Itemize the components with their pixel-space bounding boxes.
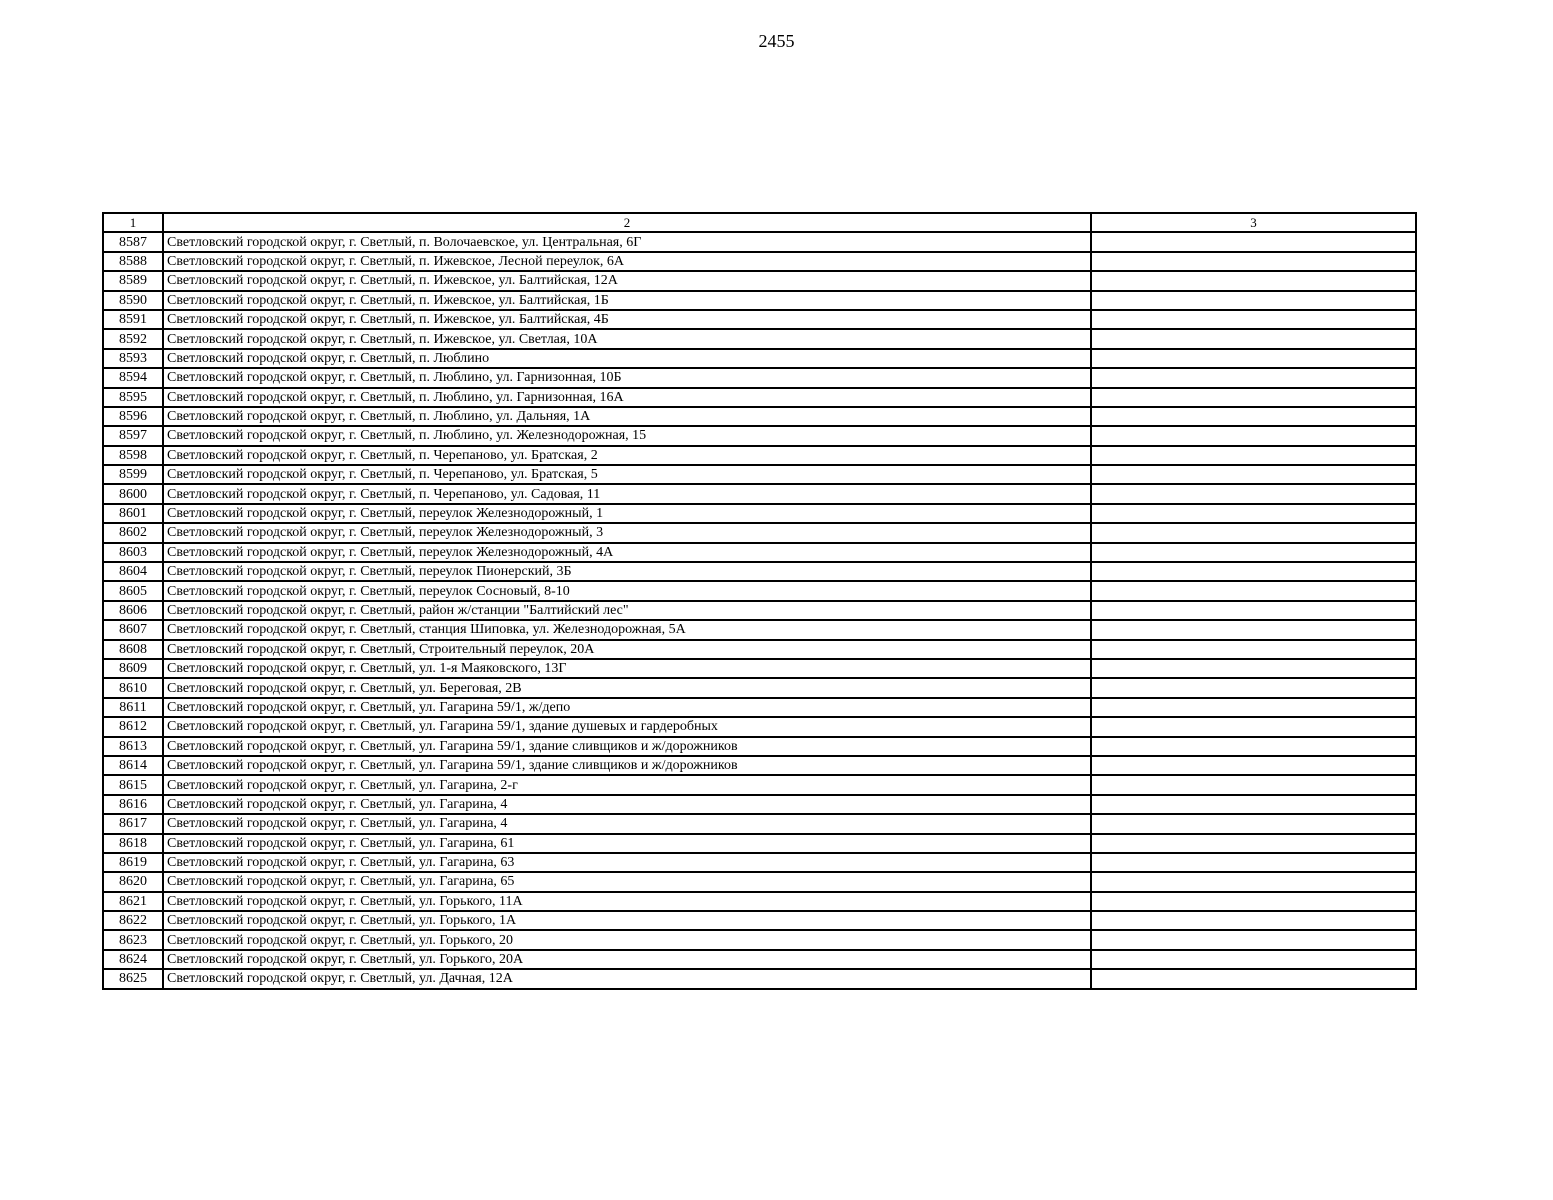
row-column-3	[1091, 232, 1416, 251]
row-number: 8591	[103, 310, 163, 329]
table-row	[103, 853, 1416, 872]
row-number: 8615	[103, 775, 163, 794]
row-address: Светловский городской округ, г. Светлый, ул. Гагарина, 4	[163, 814, 1091, 833]
table-row	[103, 426, 1416, 445]
row-address: Светловский городской округ, г. Светлый, переулок Железнодорожный, 1	[163, 504, 1091, 523]
row-number: 8623	[103, 930, 163, 949]
row-column-3	[1091, 756, 1416, 775]
row-number: 8602	[103, 523, 163, 542]
row-column-3	[1091, 543, 1416, 562]
table-row	[103, 930, 1416, 949]
row-column-3	[1091, 892, 1416, 911]
column-header-3: 3	[1091, 213, 1416, 232]
row-address: Светловский городской округ, г. Светлый, п. Люблино, ул. Железнодорожная, 15	[163, 426, 1091, 445]
table-row	[103, 640, 1416, 659]
row-column-3	[1091, 717, 1416, 736]
page-number: 2455	[758, 31, 795, 51]
row-address: Светловский городской округ, г. Светлый, ул. Горького, 11А	[163, 892, 1091, 911]
row-address: Светловский городской округ, г. Светлый, ул. 1-я Маяковского, 13Г	[163, 659, 1091, 678]
row-column-3	[1091, 659, 1416, 678]
table-row	[103, 814, 1416, 833]
row-column-3	[1091, 601, 1416, 620]
table-row	[103, 892, 1416, 911]
row-address: Светловский городской округ, г. Светлый, п. Люблино, ул. Гарнизонная, 16А	[163, 388, 1091, 407]
row-number: 8600	[103, 484, 163, 503]
row-column-3	[1091, 484, 1416, 503]
row-address: Светловский городской округ, г. Светлый, переулок Сосновый, 8-10	[163, 581, 1091, 600]
row-column-3	[1091, 698, 1416, 717]
row-address: Светловский городской округ, г. Светлый, п. Люблино	[163, 349, 1091, 368]
row-column-3	[1091, 252, 1416, 271]
row-address: Светловский городской округ, г. Светлый, ул. Горького, 20А	[163, 950, 1091, 969]
table-row	[103, 756, 1416, 775]
row-number: 8604	[103, 562, 163, 581]
row-number: 8595	[103, 388, 163, 407]
row-column-3	[1091, 853, 1416, 872]
row-address: Светловский городской округ, г. Светлый, п. Черепаново, ул. Братская, 5	[163, 465, 1091, 484]
row-column-3	[1091, 620, 1416, 639]
header-row	[103, 213, 1416, 232]
row-number: 8599	[103, 465, 163, 484]
table-row	[103, 504, 1416, 523]
table-row	[103, 349, 1416, 368]
row-number: 8609	[103, 659, 163, 678]
row-address: Светловский городской округ, г. Светлый, п. Волочаевское, ул. Центральная, 6Г	[163, 232, 1091, 251]
row-column-3	[1091, 310, 1416, 329]
row-address: Светловский городской округ, г. Светлый, п. Ижевское, ул. Балтийская, 1Б	[163, 291, 1091, 310]
row-number: 8593	[103, 349, 163, 368]
table-row	[103, 329, 1416, 348]
row-column-3	[1091, 911, 1416, 930]
row-column-3	[1091, 349, 1416, 368]
column-header-1: 1	[103, 213, 163, 232]
row-column-3	[1091, 291, 1416, 310]
row-address: Светловский городской округ, г. Светлый, п. Люблино, ул. Гарнизонная, 10Б	[163, 368, 1091, 387]
table-row	[103, 368, 1416, 387]
row-number: 8617	[103, 814, 163, 833]
table-row	[103, 446, 1416, 465]
table-row	[103, 969, 1416, 988]
row-address: Светловский городской округ, г. Светлый, переулок Железнодорожный, 4А	[163, 543, 1091, 562]
row-column-3	[1091, 426, 1416, 445]
row-number: 8589	[103, 271, 163, 290]
column-header-2: 2	[163, 213, 1091, 232]
row-address: Светловский городской округ, г. Светлый, ул. Гагарина 59/1, ж/депо	[163, 698, 1091, 717]
row-address: Светловский городской округ, г. Светлый, Строительный переулок, 20А	[163, 640, 1091, 659]
row-column-3	[1091, 737, 1416, 756]
row-number: 8622	[103, 911, 163, 930]
row-column-3	[1091, 814, 1416, 833]
row-number: 8616	[103, 795, 163, 814]
table-row	[103, 678, 1416, 697]
table-row	[103, 698, 1416, 717]
table-row	[103, 795, 1416, 814]
row-column-3	[1091, 446, 1416, 465]
row-number: 8612	[103, 717, 163, 736]
table-row	[103, 872, 1416, 891]
table-row	[103, 601, 1416, 620]
row-address: Светловский городской округ, г. Светлый, ул. Гагарина, 63	[163, 853, 1091, 872]
row-address: Светловский городской округ, г. Светлый, район ж/станции "Балтийский лес"	[163, 601, 1091, 620]
row-address: Светловский городской округ, г. Светлый, ул. Береговая, 2В	[163, 678, 1091, 697]
row-address: Светловский городской округ, г. Светлый, п. Черепаново, ул. Садовая, 11	[163, 484, 1091, 503]
row-column-3	[1091, 795, 1416, 814]
row-column-3	[1091, 678, 1416, 697]
row-address: Светловский городской округ, г. Светлый, переулок Пионерский, 3Б	[163, 562, 1091, 581]
table-header	[103, 213, 1416, 232]
row-number: 8605	[103, 581, 163, 600]
address-table	[102, 212, 1417, 990]
row-column-3	[1091, 775, 1416, 794]
table-row	[103, 388, 1416, 407]
row-number: 8592	[103, 329, 163, 348]
row-column-3	[1091, 640, 1416, 659]
row-address: Светловский городской округ, г. Светлый, п. Ижевское, ул. Светлая, 10А	[163, 329, 1091, 348]
row-address: Светловский городской округ, г. Светлый, ул. Гагарина, 2-г	[163, 775, 1091, 794]
table-row	[103, 407, 1416, 426]
row-number: 8597	[103, 426, 163, 445]
row-column-3	[1091, 523, 1416, 542]
table-row	[103, 620, 1416, 639]
row-number: 8603	[103, 543, 163, 562]
row-number: 8596	[103, 407, 163, 426]
row-column-3	[1091, 581, 1416, 600]
row-address: Светловский городской округ, г. Светлый, ул. Гагарина 59/1, здание сливщиков и ж/дорожников	[163, 737, 1091, 756]
table-row	[103, 523, 1416, 542]
row-column-3	[1091, 950, 1416, 969]
row-number: 8587	[103, 232, 163, 251]
row-number: 8620	[103, 872, 163, 891]
row-number: 8611	[103, 698, 163, 717]
row-column-3	[1091, 969, 1416, 988]
row-column-3	[1091, 930, 1416, 949]
row-address: Светловский городской округ, г. Светлый, п. Ижевское, ул. Балтийская, 4Б	[163, 310, 1091, 329]
table-row	[103, 581, 1416, 600]
table-row	[103, 543, 1416, 562]
row-column-3	[1091, 562, 1416, 581]
row-column-3	[1091, 329, 1416, 348]
row-address: Светловский городской округ, г. Светлый, ул. Гагарина 59/1, здание сливщиков и ж/дорожников	[163, 756, 1091, 775]
row-number: 8624	[103, 950, 163, 969]
row-column-3	[1091, 504, 1416, 523]
table-row	[103, 717, 1416, 736]
row-address: Светловский городской округ, г. Светлый, п. Ижевское, ул. Балтийская, 12А	[163, 271, 1091, 290]
row-number: 8610	[103, 678, 163, 697]
row-address: Светловский городской округ, г. Светлый, переулок Железнодорожный, 3	[163, 523, 1091, 542]
row-number: 8606	[103, 601, 163, 620]
row-number: 8625	[103, 969, 163, 988]
row-column-3	[1091, 465, 1416, 484]
table-row	[103, 659, 1416, 678]
row-address: Светловский городской округ, г. Светлый, ул. Гагарина, 65	[163, 872, 1091, 891]
row-number: 8618	[103, 834, 163, 853]
row-number: 8621	[103, 892, 163, 911]
table-row	[103, 834, 1416, 853]
table-row	[103, 562, 1416, 581]
table-row	[103, 484, 1416, 503]
row-number: 8588	[103, 252, 163, 271]
row-column-3	[1091, 388, 1416, 407]
row-address: Светловский городской округ, г. Светлый, ул. Гагарина, 61	[163, 834, 1091, 853]
row-number: 8619	[103, 853, 163, 872]
table-row	[103, 291, 1416, 310]
table-body	[103, 232, 1416, 988]
row-number: 8598	[103, 446, 163, 465]
row-number: 8608	[103, 640, 163, 659]
row-number: 8613	[103, 737, 163, 756]
row-address: Светловский городской округ, г. Светлый, ул. Горького, 1А	[163, 911, 1091, 930]
row-address: Светловский городской округ, г. Светлый, ул. Гагарина, 4	[163, 795, 1091, 814]
row-column-3	[1091, 872, 1416, 891]
table-row	[103, 950, 1416, 969]
table-row	[103, 775, 1416, 794]
row-address: Светловский городской округ, г. Светлый, п. Ижевское, Лесной переулок, 6А	[163, 252, 1091, 271]
row-column-3	[1091, 407, 1416, 426]
row-column-3	[1091, 271, 1416, 290]
table-row	[103, 465, 1416, 484]
table-row	[103, 737, 1416, 756]
row-address: Светловский городской округ, г. Светлый, п. Черепаново, ул. Братская, 2	[163, 446, 1091, 465]
table-row	[103, 252, 1416, 271]
row-address: Светловский городской округ, г. Светлый, ул. Гагарина 59/1, здание душевых и гардеробных	[163, 717, 1091, 736]
row-address: Светловский городской округ, г. Светлый, станция Шиповка, ул. Железнодорожная, 5А	[163, 620, 1091, 639]
row-number: 8607	[103, 620, 163, 639]
row-address: Светловский городской округ, г. Светлый, ул. Горького, 20	[163, 930, 1091, 949]
table-row	[103, 232, 1416, 251]
table-row	[103, 911, 1416, 930]
row-column-3	[1091, 368, 1416, 387]
table-row	[103, 271, 1416, 290]
row-address: Светловский городской округ, г. Светлый, п. Люблино, ул. Дальняя, 1А	[163, 407, 1091, 426]
row-number: 8594	[103, 368, 163, 387]
row-number: 8590	[103, 291, 163, 310]
row-column-3	[1091, 834, 1416, 853]
row-number: 8614	[103, 756, 163, 775]
table-row	[103, 310, 1416, 329]
row-number: 8601	[103, 504, 163, 523]
row-address: Светловский городской округ, г. Светлый, ул. Дачная, 12А	[163, 969, 1091, 988]
